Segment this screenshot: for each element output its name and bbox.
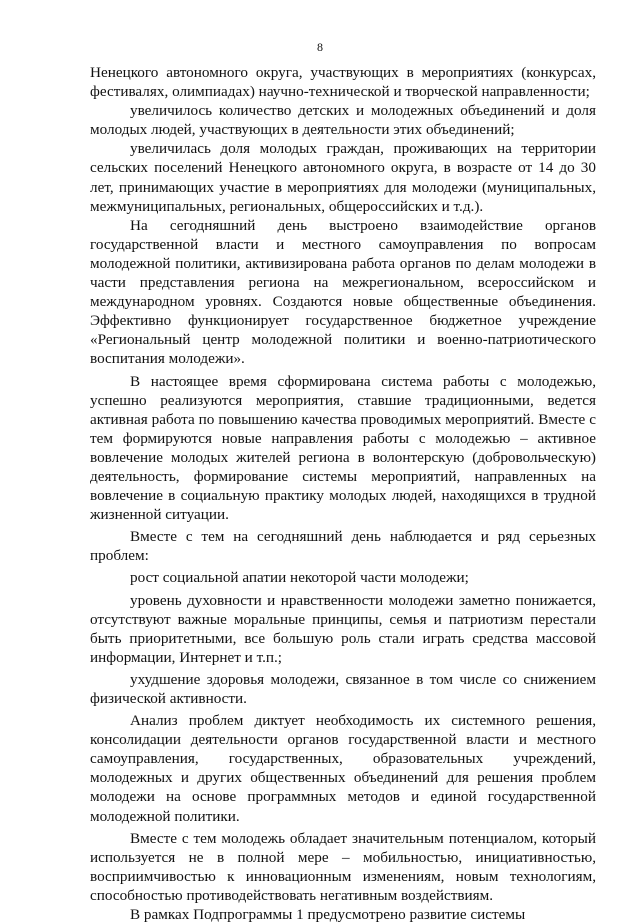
paragraph: Вместе с тем молодежь обладает значительным потенциалом, который используется не в полной мере – мобильностью, инициативностью, восприимчивостью к инновационным изменениям, новым технологиям, способностью противодействовать негативным воздействиям. [90,829,596,904]
paragraph: ухудшение здоровья молодежи, связанное в том числе со снижением физической активности. [90,670,596,707]
paragraph: Анализ проблем диктует необходимость их системного решения, консолидации деятельности органов государственной власти и местного самоуправления, государственных, образовательных учреждений, молодежных и других общественных объединений для решения проблем молодежи на основе программных методов и единой государственной молодежной политики. [90,712,596,825]
paragraph: увеличилось количество детских и молодежных объединений и доля молодых людей, участвующих в деятельности этих объединений; [90,102,596,139]
paragraph: Вместе с тем на сегодняшний день наблюдается и ряд серьезных проблем: [90,528,596,565]
paragraph: уровень духовности и нравственности молодежи заметно понижается, отсутствуют важные моральные принципы, семья и патриотизм перестали быть приоритетными, все большую роль стали играть средства массовой информации, Интернет и т.п.; [90,591,596,666]
paragraph: рост социальной апатии некоторой части молодежи; [130,569,469,587]
page-number: 8 [317,40,323,54]
document-body [90,63,596,924]
paragraph: Ненецкого автономного округа, участвующих в мероприятиях (конкурсах, фестивалях, олимпиадах) научно-технической и творческой направленности; [90,64,596,101]
paragraph: увеличилась доля молодых граждан, проживающих на территории сельских поселений Ненецкого автономного округа, в возрасте от 14 до 30 лет, принимающих участие в мероприятиях для молодежи (муниципальных, межмуниципальных, региональных, общероссийских и т.д.). [90,140,596,215]
paragraph: В рамках Подпрограммы 1 предусмотрено развитие системы [130,906,526,924]
paragraph: На сегодняшний день выстроено взаимодействие органов государственной власти и местного самоуправления по вопросам молодежной политики, активизирована работа органов по делам молодежи в части представления региона на межрегиональном, всероссийском и международном уровнях. Создаются новые общественные объединения. Эффективно функционирует государственное бюджетное учреждение «Региональный центр молодежной политики и военно-патриотического воспитания молодежи». [90,216,596,368]
paragraph: В настоящее время сформирована система работы с молодежью, успешно реализуются мероприятия, ставшие традиционными, ведется активная работа по повышению качества проводимых мероприятий. Вместе с тем формируются новые направления работы с молодежью – активное вовлечение молодых жителей региона в волонтерскую (добровольческую) деятельность, формирование системы мероприятий, направленных на вовлечение в социальную практику молодых людей, находящихся в трудной жизненной ситуации. [90,372,596,524]
